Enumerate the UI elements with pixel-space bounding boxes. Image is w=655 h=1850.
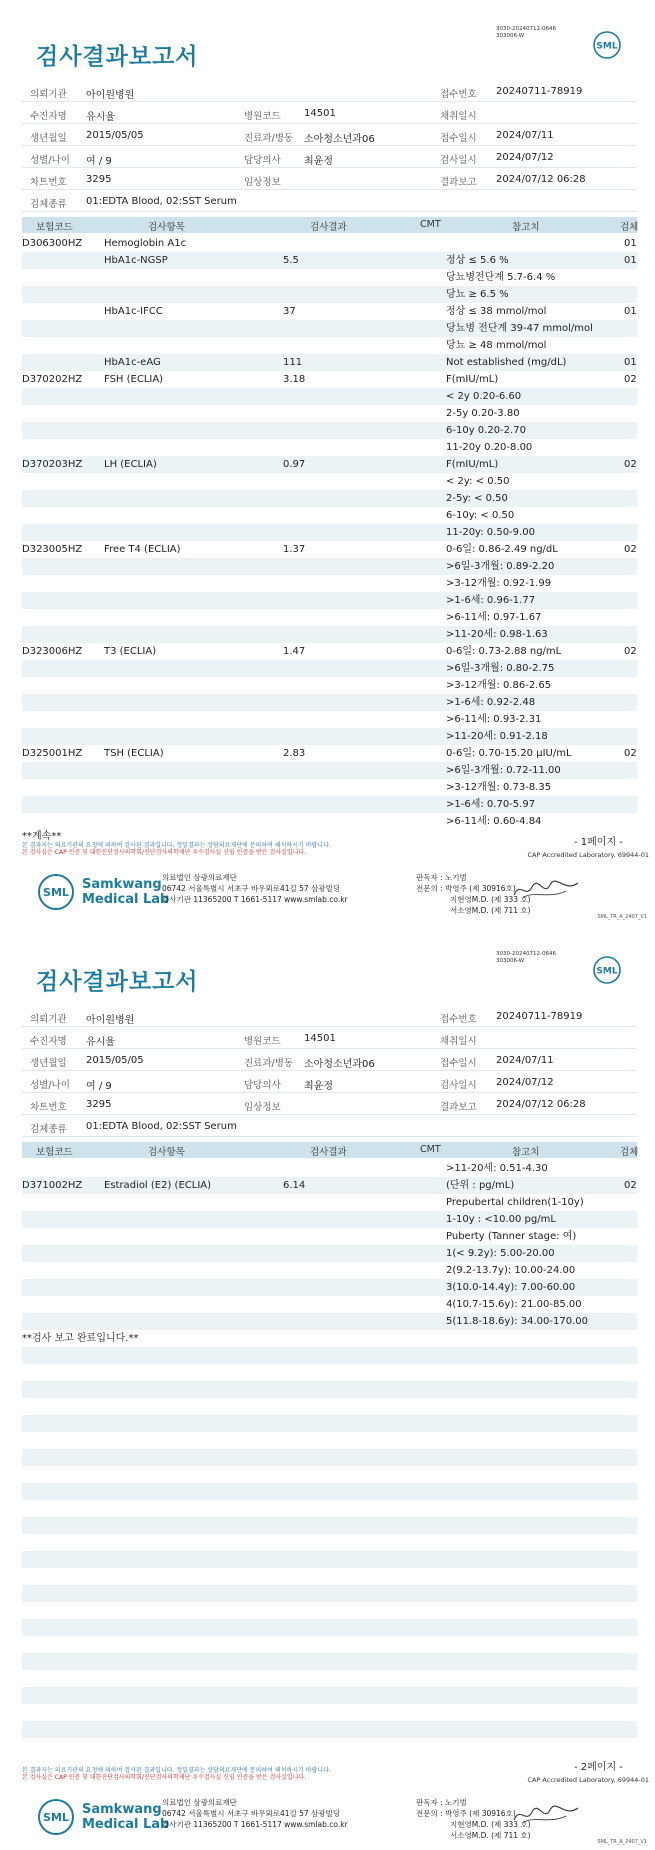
item-cell: Free T4 (ECLIA) bbox=[104, 544, 181, 555]
signatories: 판독자 : 노기범 전문의 : 박영주 (제 30916호) 지현영M.D. (제 333 호) 서소영M.D. (제 711 호) bbox=[416, 1798, 531, 1840]
reference-cell: 정상 ≤ 38 mmol/mol bbox=[446, 306, 547, 317]
table-row bbox=[22, 1415, 637, 1432]
table-row bbox=[22, 1262, 637, 1279]
reference-cell: F(mIU/mL) bbox=[446, 459, 499, 470]
table-row bbox=[22, 1653, 637, 1670]
cap-accreditation: CAP Accredited Laboratory. 69944-01 bbox=[527, 1776, 649, 1784]
result-cell: 1.37 bbox=[283, 544, 306, 555]
info-row: 검체종류 01:EDTA Blood, 02:SST Serum bbox=[22, 190, 637, 212]
result-cell: 2.83 bbox=[283, 748, 306, 759]
result-cell: 5.5 bbox=[283, 255, 299, 266]
specimen-cell: 01 bbox=[624, 306, 637, 317]
table-row bbox=[22, 456, 637, 473]
sml-logo-icon bbox=[592, 955, 622, 985]
reference-cell: 5(11.8-18.6y): 34.00-170.00 bbox=[446, 1316, 588, 1327]
reference-cell: 6-10y: < 0.50 bbox=[446, 510, 515, 521]
patient-info bbox=[22, 80, 637, 212]
reference-cell: >11-20세: 0.98-1.63 bbox=[446, 629, 548, 640]
info-row: 수진자명 유시율 병원코드 14501 채취일시 bbox=[22, 1027, 637, 1049]
continue-note: **계속** bbox=[22, 831, 62, 842]
reference-cell: >6일-3개월: 0.80-2.75 bbox=[446, 663, 555, 674]
results-table-body bbox=[22, 235, 637, 830]
sml-brand-logo-icon bbox=[36, 872, 80, 912]
table-row bbox=[22, 1432, 637, 1449]
specimen-cell: 01 bbox=[624, 255, 637, 266]
reference-cell: 정상 ≤ 5.6 % bbox=[446, 255, 509, 266]
info-row: 검체종류 01:EDTA Blood, 02:SST Serum bbox=[22, 1115, 637, 1137]
disclaimer: 본 결과지는 의료기관의 요청에 의하여 검사된 결과입니다. 정밀결과는 상담의료재단에 문의하여 해석하시기 바랍니다. 본 검사실은 CAP 인증 및 대한진단검사의학회/진단검사의학재단 우수검사실 신임 인증을 받은 검사실입니다. bbox=[22, 842, 331, 856]
table-row bbox=[22, 626, 637, 643]
reference-cell: 3(10.0-14.4y): 7.00-60.00 bbox=[446, 1282, 576, 1293]
table-row bbox=[22, 1245, 637, 1262]
reference-cell: >3-12개월: 0.73-8.35 bbox=[446, 782, 552, 793]
table-row bbox=[22, 1704, 637, 1721]
table-row bbox=[22, 1160, 637, 1177]
report-title: 검사결과보고서 bbox=[36, 44, 199, 70]
table-row bbox=[22, 541, 637, 558]
info-row: 수진자명 유시율 병원코드 14501 채취일시 bbox=[22, 102, 637, 124]
table-row bbox=[22, 422, 637, 439]
table-row bbox=[22, 1381, 637, 1398]
result-cell: 37 bbox=[283, 306, 296, 317]
sml-brand-logo-icon bbox=[36, 1797, 80, 1837]
table-row bbox=[22, 694, 637, 711]
item-cell: Estradiol (E2) (ECLIA) bbox=[104, 1180, 212, 1191]
item-cell: TSH (ECLIA) bbox=[104, 748, 164, 759]
svg-text:SML: SML bbox=[596, 41, 618, 52]
table-row bbox=[22, 745, 637, 762]
results-table-header: 보험코드 검사항목 검사결과 CMT 참고치 검체 bbox=[22, 1142, 637, 1158]
table-row bbox=[22, 677, 637, 694]
table-row bbox=[22, 1177, 637, 1194]
table-row bbox=[22, 320, 637, 337]
result-cell: 1.47 bbox=[283, 646, 306, 657]
svg-text:SML: SML bbox=[43, 886, 69, 899]
svg-text:SML: SML bbox=[596, 966, 618, 977]
table-row bbox=[22, 1551, 637, 1568]
table-row bbox=[22, 558, 637, 575]
table-row bbox=[22, 286, 637, 303]
info-row: 성별/나이 여 / 9 담당의사 최윤정 검사일시 2024/07/12 bbox=[22, 1071, 637, 1093]
reference-cell: >3-12개월: 0.86-2.65 bbox=[446, 680, 552, 691]
info-row: 생년월일 2015/05/05 진료과/병동 소아청소년과06 접수일시 2024/07/11 bbox=[22, 1049, 637, 1071]
item-cell: Hemoglobin A1c bbox=[104, 238, 187, 249]
table-row bbox=[22, 1330, 637, 1347]
table-row bbox=[22, 507, 637, 524]
table-row bbox=[22, 728, 637, 745]
code-cell: D323005HZ bbox=[22, 544, 83, 555]
reference-cell: < 2y: < 0.50 bbox=[446, 476, 510, 487]
specimen-cell: 02 bbox=[624, 1180, 637, 1191]
table-row bbox=[22, 337, 637, 354]
table-row bbox=[22, 643, 637, 660]
table-row bbox=[22, 1687, 637, 1704]
reference-cell: 2-5y 0.20-3.80 bbox=[446, 408, 520, 419]
code-cell: D370202HZ bbox=[22, 374, 83, 385]
reference-cell: 0-6일: 0.70-15.20 μIU/mL bbox=[446, 748, 572, 759]
reference-cell: (단위 : pg/mL) bbox=[446, 1180, 515, 1191]
table-row bbox=[22, 1568, 637, 1585]
code-cell: D325001HZ bbox=[22, 748, 83, 759]
specimen-cell: 02 bbox=[624, 374, 637, 385]
reference-cell: 2-5y: < 0.50 bbox=[446, 493, 508, 504]
report-title: 검사결과보고서 bbox=[36, 969, 199, 995]
info-row: 성별/나이 여 / 9 담당의사 최윤정 검사일시 2024/07/12 bbox=[22, 146, 637, 168]
specimen-cell: 01 bbox=[624, 357, 637, 368]
table-row bbox=[22, 762, 637, 779]
info-row: 의뢰기관 아이원병원 접수번호 20240711-78919 bbox=[22, 80, 637, 102]
results-table-header: 보험코드 검사항목 검사결과 CMT 참고치 검체 bbox=[22, 217, 637, 233]
table-row bbox=[22, 609, 637, 626]
table-row bbox=[22, 1619, 637, 1636]
table-row bbox=[22, 1534, 637, 1551]
lab-address: 의료법인 삼광의료재단 06742 서울특별시 서초구 바우뫼로41길 57 삼광빌딩 검사기관 11365200 T 1661-5117 www.smlab.co.kr bbox=[162, 873, 348, 904]
result-cell: 6.14 bbox=[283, 1180, 306, 1191]
result-cell: 0.97 bbox=[283, 459, 306, 470]
item-cell: HbA1c-IFCC bbox=[104, 306, 163, 317]
table-row bbox=[22, 1347, 637, 1364]
reference-cell: >6-11세: 0.97-1.67 bbox=[446, 612, 542, 623]
table-row bbox=[22, 1449, 637, 1466]
item-cell: T3 (ECLIA) bbox=[104, 646, 157, 657]
reference-cell: 당뇨 ≥ 48 mmol/mol bbox=[446, 340, 547, 351]
reference-cell: 4(10.7-15.6y): 21.00-85.00 bbox=[446, 1299, 582, 1310]
table-row bbox=[22, 371, 637, 388]
code-cell: D370203HZ bbox=[22, 459, 83, 470]
reference-cell: >6-11세: 0.60-4.84 bbox=[446, 816, 542, 827]
reference-cell: Not established (mg/dL) bbox=[446, 357, 567, 368]
table-row bbox=[22, 524, 637, 541]
reference-cell: >3-12개월: 0.92-1.99 bbox=[446, 578, 552, 589]
specimen-cell: 02 bbox=[624, 748, 637, 759]
specimen-cell: 02 bbox=[624, 459, 637, 470]
code-cell: D306300HZ bbox=[22, 238, 83, 249]
info-row: 생년월일 2015/05/05 진료과/병동 소아청소년과06 접수일시 2024/07/11 bbox=[22, 124, 637, 146]
table-row bbox=[22, 1585, 637, 1602]
item-cell: HbA1c-NGSP bbox=[104, 255, 168, 266]
reference-cell: 당뇨 ≥ 6.5 % bbox=[446, 289, 509, 300]
reference-cell: >6-11세: 0.93-2.31 bbox=[446, 714, 542, 725]
result-cell: 3.18 bbox=[283, 374, 306, 385]
reference-cell: >1-6세: 0.92-2.48 bbox=[446, 697, 536, 708]
table-row bbox=[22, 1670, 637, 1687]
table-row bbox=[22, 269, 637, 286]
item-cell: HbA1c-eAG bbox=[104, 357, 161, 368]
result-cell: 111 bbox=[283, 357, 303, 368]
table-row bbox=[22, 1517, 637, 1534]
cap-accreditation: CAP Accredited Laboratory. 69944-01 bbox=[527, 851, 649, 859]
table-row bbox=[22, 473, 637, 490]
table-row bbox=[22, 303, 637, 320]
patient-info bbox=[22, 1005, 637, 1137]
reference-cell: >1-6세: 0.96-1.77 bbox=[446, 595, 536, 606]
reference-cell: Puberty (Tanner stage: 여) bbox=[446, 1231, 577, 1242]
reference-cell: >6일-3개월: 0.89-2.20 bbox=[446, 561, 555, 572]
reference-cell: 6-10y 0.20-2.70 bbox=[446, 425, 526, 436]
table-row bbox=[22, 490, 637, 507]
reference-cell: 0-6일: 0.86-2.49 ng/dL bbox=[446, 544, 558, 555]
table-row bbox=[22, 1602, 637, 1619]
document-id: 3030-20240712-0646 303006-W bbox=[496, 26, 556, 39]
form-code: SML_TR_A_2407_V1 bbox=[597, 914, 647, 920]
table-row bbox=[22, 1364, 637, 1381]
item-cell: FSH (ECLIA) bbox=[104, 374, 164, 385]
results-table-body bbox=[22, 1160, 637, 1738]
table-row bbox=[22, 592, 637, 609]
table-row bbox=[22, 711, 637, 728]
table-row bbox=[22, 1636, 637, 1653]
page-number: - 1페이지 - bbox=[574, 837, 623, 848]
reference-cell: 0-6일: 0.73-2.88 ng/mL bbox=[446, 646, 562, 657]
brand-name: Samkwang Medical Lab bbox=[82, 1802, 170, 1832]
table-row bbox=[22, 779, 637, 796]
reference-cell: 1(< 9.2y): 5.00-20.00 bbox=[446, 1248, 555, 1259]
table-row bbox=[22, 1313, 637, 1330]
table-row bbox=[22, 1228, 637, 1245]
form-code: SML_TR_A_2407_V1 bbox=[597, 1839, 647, 1845]
item-cell: LH (ECLIA) bbox=[104, 459, 157, 470]
reference-cell: 11-20y: 0.50-9.00 bbox=[446, 527, 535, 538]
sml-logo-icon bbox=[592, 30, 622, 60]
reference-cell: 당뇨병 전단계 39-47 mmol/mol bbox=[446, 323, 593, 334]
signature-icon bbox=[510, 1802, 582, 1828]
reference-cell: < 2y 0.20-6.60 bbox=[446, 391, 522, 402]
report-page-2 bbox=[0, 925, 655, 1850]
brand-name: Samkwang Medical Lab bbox=[82, 877, 170, 907]
specimen-cell: 02 bbox=[624, 646, 637, 657]
reference-cell: >6일-3개월: 0.72-11.00 bbox=[446, 765, 561, 776]
table-row bbox=[22, 1466, 637, 1483]
table-row bbox=[22, 796, 637, 813]
info-row: 차트번호 3295 임상정보 결과보고 2024/07/12 06:28 bbox=[22, 168, 637, 190]
table-row bbox=[22, 235, 637, 252]
reference-cell: >11-20세: 0.51-4.30 bbox=[446, 1163, 548, 1174]
document-id: 3030-20240712-0646 303006-W bbox=[496, 951, 556, 964]
table-row bbox=[22, 1721, 637, 1738]
reference-cell: >11-20세: 0.91-2.18 bbox=[446, 731, 548, 742]
reference-cell: 2(9.2-13.7y): 10.00-24.00 bbox=[446, 1265, 576, 1276]
table-row bbox=[22, 388, 637, 405]
table-row bbox=[22, 1398, 637, 1415]
code-cell: D323006HZ bbox=[22, 646, 83, 657]
page-number: - 2페이지 - bbox=[574, 1762, 623, 1773]
info-row: 의뢰기관 아이원병원 접수번호 20240711-78919 bbox=[22, 1005, 637, 1027]
report-complete-note: **검사 보고 완료입니다.** bbox=[22, 1333, 139, 1344]
table-row bbox=[22, 1194, 637, 1211]
table-row bbox=[22, 813, 637, 830]
table-row bbox=[22, 252, 637, 269]
specimen-cell: 02 bbox=[624, 544, 637, 555]
reference-cell: >1-6세: 0.70-5.97 bbox=[446, 799, 536, 810]
table-row bbox=[22, 405, 637, 422]
disclaimer: 본 결과지는 의료기관의 요청에 의하여 검사된 결과입니다. 정밀결과는 상담의료재단에 문의하여 해석하시기 바랍니다. 본 검사실은 CAP 인증 및 대한진단검사의학회/진단검사의학재단 우수검사실 신임 인증을 받은 검사실입니다. bbox=[22, 1767, 331, 1781]
reference-cell: 당뇨병전단계 5.7-6.4 % bbox=[446, 272, 556, 283]
reference-cell: F(mIU/mL) bbox=[446, 374, 499, 385]
specimen-cell: 01 bbox=[624, 238, 637, 249]
table-row bbox=[22, 1296, 637, 1313]
table-row bbox=[22, 575, 637, 592]
reference-cell: 1-10y : <10.00 pg/mL bbox=[446, 1214, 556, 1225]
code-cell: D371002HZ bbox=[22, 1180, 83, 1191]
lab-address: 의료법인 삼광의료재단 06742 서울특별시 서초구 바우뫼로41길 57 삼광빌딩 검사기관 11365200 T 1661-5117 www.smlab.co.kr bbox=[162, 1798, 348, 1829]
reference-cell: 11-20y 0.20-8.00 bbox=[446, 442, 533, 453]
info-row: 차트번호 3295 임상정보 결과보고 2024/07/12 06:28 bbox=[22, 1093, 637, 1115]
signatories: 판독자 : 노기범 전문의 : 박영주 (제 30916호) 지현영M.D. (제 333 호) 서소영M.D. (제 711 호) bbox=[416, 873, 531, 915]
table-row bbox=[22, 1500, 637, 1517]
svg-text:SML: SML bbox=[43, 1811, 69, 1824]
signature-icon bbox=[510, 877, 582, 903]
table-row bbox=[22, 660, 637, 677]
table-row bbox=[22, 1483, 637, 1500]
reference-cell: Prepubertal children(1-10y) bbox=[446, 1197, 584, 1208]
table-row bbox=[22, 1279, 637, 1296]
table-row bbox=[22, 439, 637, 456]
table-row bbox=[22, 354, 637, 371]
table-row bbox=[22, 1211, 637, 1228]
